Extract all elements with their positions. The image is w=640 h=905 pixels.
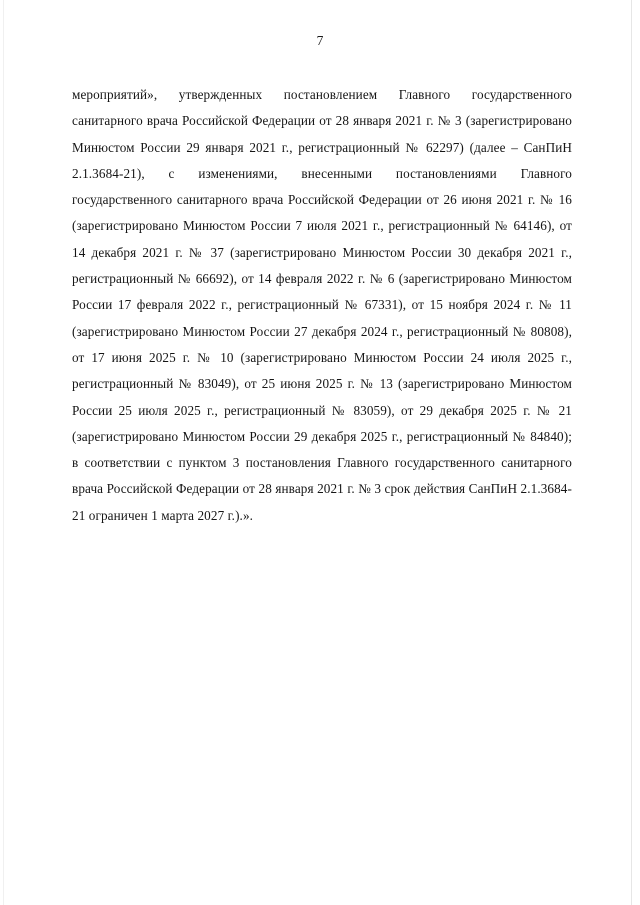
scan-edge-left — [3, 0, 4, 905]
page-number: 7 — [316, 33, 324, 48]
document-body — [72, 82, 572, 529]
scan-edge-right — [631, 0, 632, 905]
body-paragraph: мероприятий», утвержденных постановлением Главного государственного санитарного врача Российской Федерации от 28 января 2021 г. № 3 (зарегистрировано Минюстом России 29 января 2021 г., регистрационный № 62297) (далее – СанПиН 2.1.3684-21), с изменениями, внесенными постановлениями Главного государственного санитарного врача Российской Федерации от 26 июня 2021 г. № 16 (зарегистрировано Минюстом России 7 июля 2021 г., регистрационный № 64146), от 14 декабря 2021 г. № 37 (зарегистрировано Минюстом России 30 декабря 2021 г., регистрационный № 66692), от 14 февраля 2022 г. № 6 (зарегистрировано Минюстом России 17 февраля 2022 г., регистрационный № 67331), от 15 ноября 2024 г. № 11 (зарегистрировано Минюстом России 27 декабря 2024 г., регистрационный № 80808), от 17 июня 2025 г. № 10 (зарегистрировано Минюстом России 24 июля 2025 г., регистрационный № 83049), от 25 июня 2025 г. № 13 (зарегистрировано Минюстом России 25 июля 2025 г., регистрационный № 83059), от 29 декабря 2025 г. № 21 (зарегистрировано Минюстом России 29 декабря 2025 г., регистрационный № 84840); в соответствии с пунктом 3 постановления Главного государственного санитарного врача Российской Федерации от 28 января 2021 г. № 3 срок действия СанПиН 2.1.3684-21 ограничен 1 марта 2027 г.).». — [72, 87, 572, 523]
